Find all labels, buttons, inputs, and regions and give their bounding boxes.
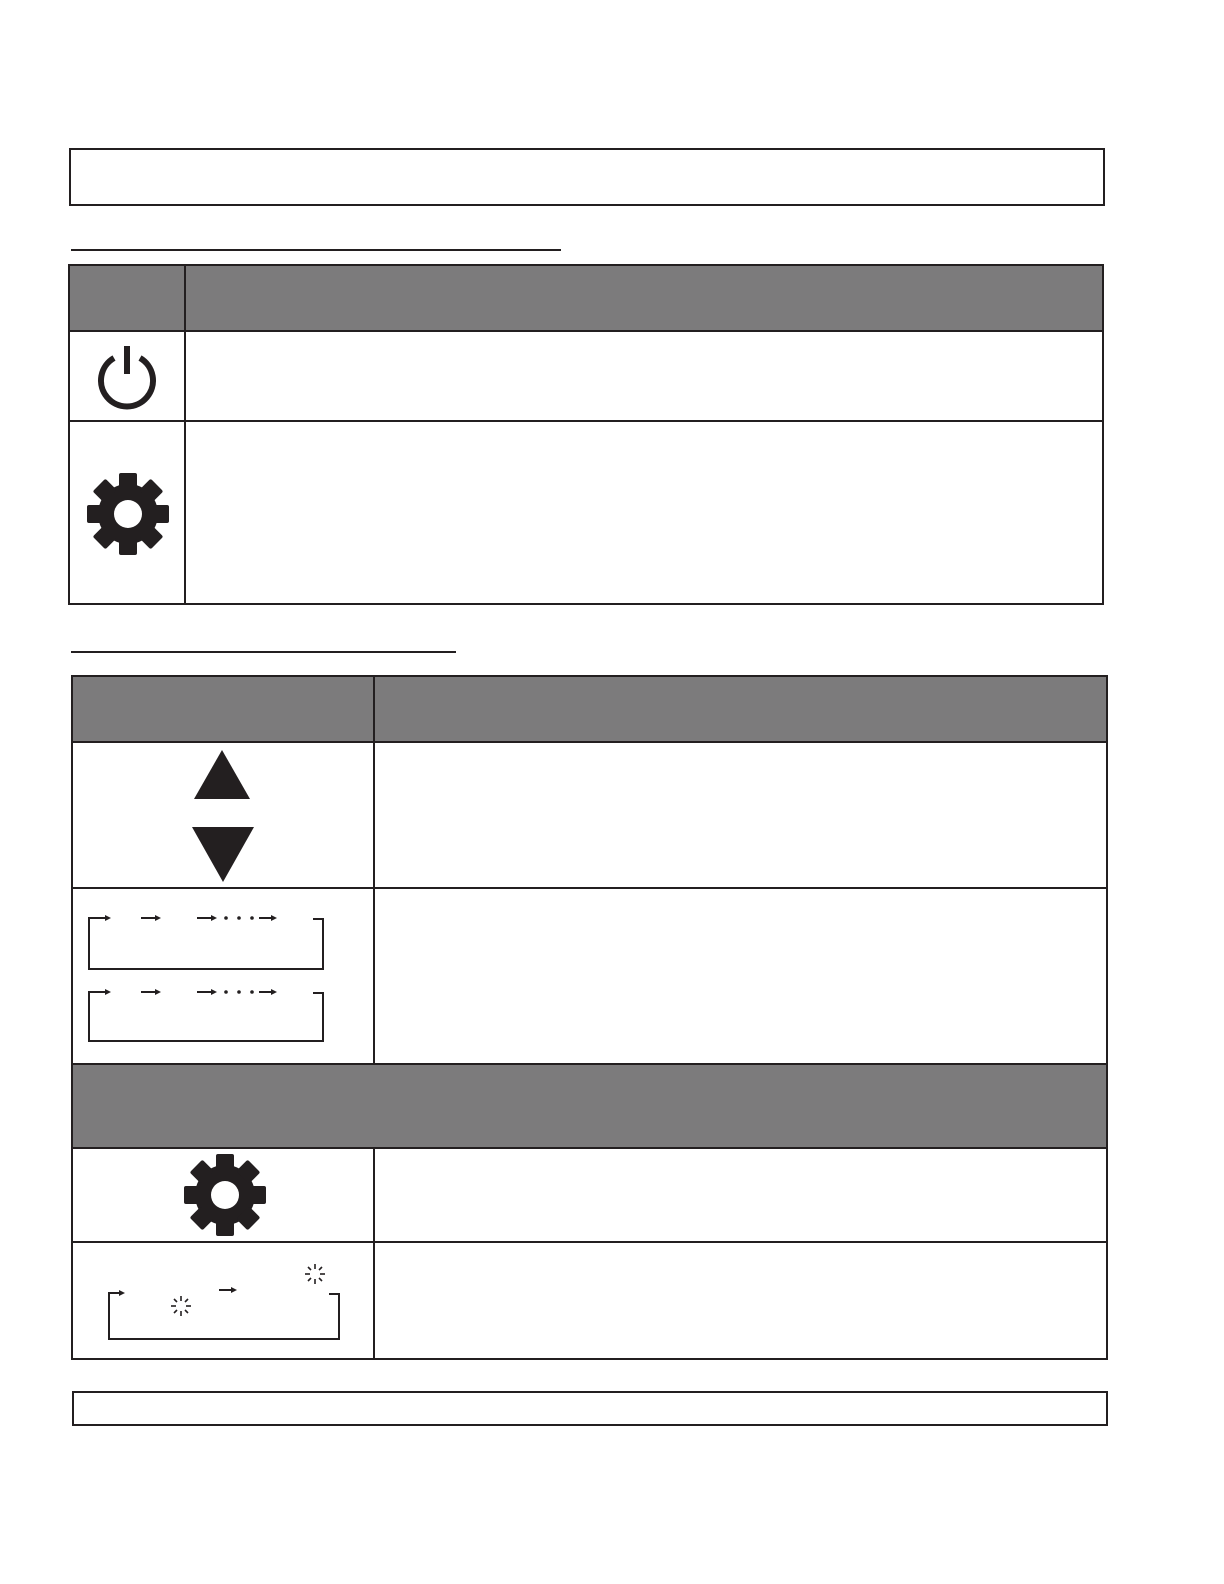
triangle-down-icon <box>191 825 255 883</box>
sequence-bracket-icon <box>85 913 325 973</box>
functions-table-subheader <box>73 1064 1106 1147</box>
triangle-up-icon <box>193 749 251 801</box>
section-heading-rule-1 <box>71 249 561 251</box>
functions-table-header <box>73 677 1106 741</box>
section-heading-rule-2 <box>71 651 456 653</box>
buttons-table <box>68 264 1104 605</box>
gear-icon <box>87 473 169 555</box>
sequence-bracket-icon-2 <box>85 987 325 1047</box>
functions-table <box>71 675 1108 1360</box>
notice-box-bottom <box>72 1391 1108 1426</box>
power-icon <box>97 344 157 408</box>
buttons-table-header <box>70 266 1102 330</box>
notice-box-top <box>69 148 1105 206</box>
gear-icon-2 <box>184 1154 266 1236</box>
flashing-sequence-icon <box>103 1259 343 1343</box>
